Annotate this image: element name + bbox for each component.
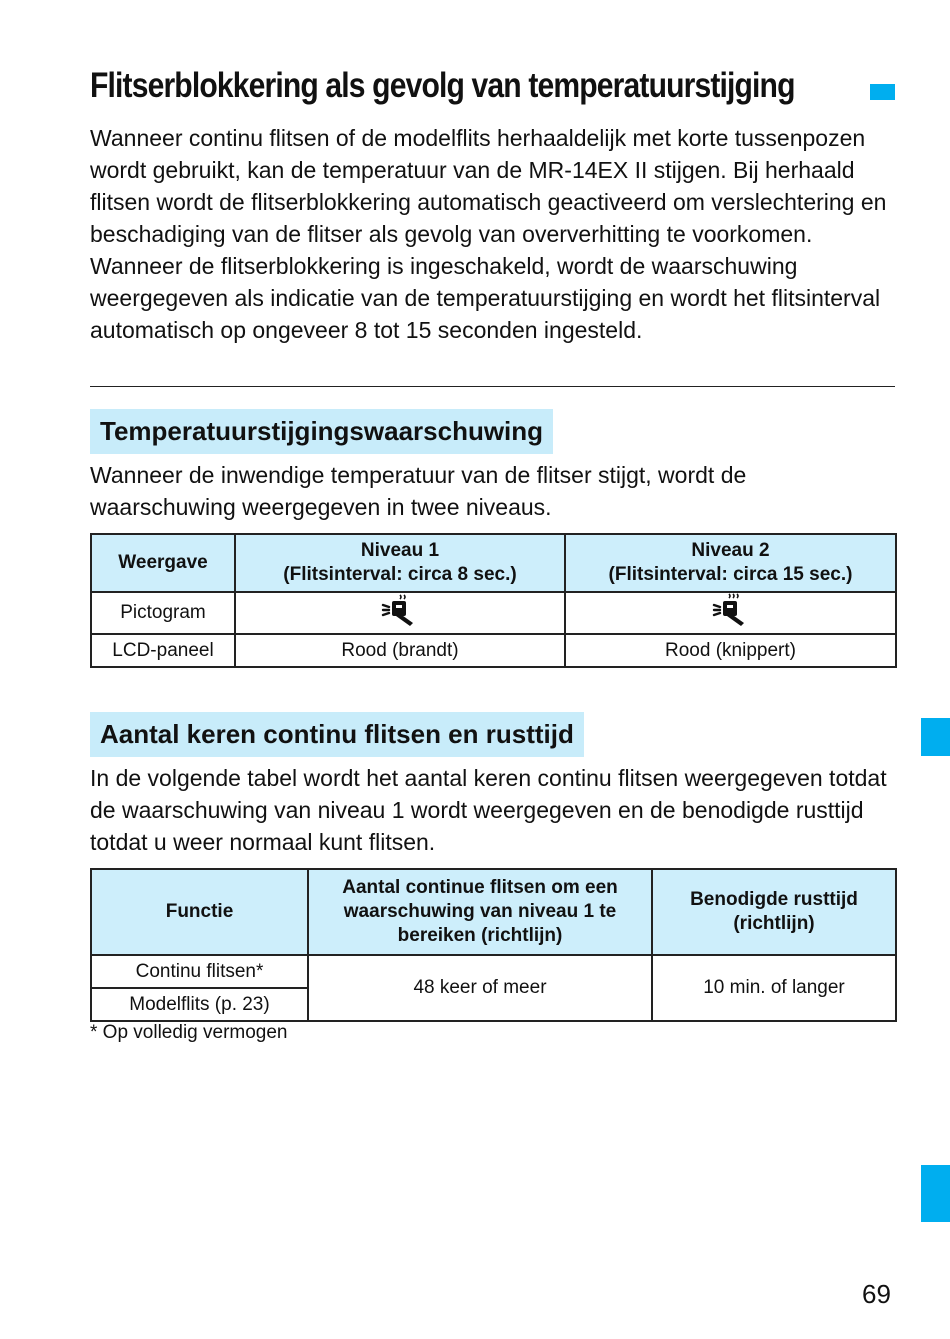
cell-level2-icon — [565, 592, 896, 634]
header-weergave: Weergave — [91, 534, 235, 592]
header-niveau-2-interval: (Flitsinterval: circa 15 sec.) — [608, 564, 853, 585]
divider — [90, 386, 895, 387]
header-niveau-1-title: Niveau 1 — [360, 540, 440, 561]
cell-flash-count: 48 keer of meer — [308, 955, 652, 1021]
header-aantal-flitsen: Aantal continue flitsen om een waarschuwing van niveau 1 te bereiken (richtlijn) — [308, 869, 652, 955]
cell-level1-lcd: Rood (brandt) — [235, 634, 565, 667]
continuous-flash-table — [90, 868, 897, 1022]
header-functie: Functie — [91, 869, 308, 955]
header-niveau-1 — [235, 534, 565, 592]
table-row — [91, 592, 896, 634]
cell-level2-lcd: Rood (knippert) — [565, 634, 896, 667]
footnote: * Op volledig vermogen — [90, 1022, 288, 1043]
section2-paragraph: In de volgende tabel wordt het aantal keren continu flitsen weergegeven totdat de waarschuwing van niveau 1 wordt weergegeven en de benodigde rusttijd totdat u weer normaal kunt flitsen. — [90, 765, 887, 855]
section-heading-continuous-flash: Aantal keren continu flitsen en rusttijd — [90, 712, 584, 757]
header-rusttijd: Benodigde rusttijd (richtlijn) — [652, 869, 896, 955]
heat-warning-level-2-icon — [711, 593, 751, 627]
table-header-row — [91, 869, 896, 955]
cell-rest-time: 10 min. of langer — [652, 955, 896, 1021]
heat-warning-level-1-icon — [380, 593, 420, 627]
cell-level1-icon — [235, 592, 565, 634]
table-row — [91, 634, 896, 667]
header-niveau-2-title: Niveau 2 — [691, 540, 770, 561]
page-number: 69 — [862, 1279, 891, 1309]
section1-paragraph: Wanneer de inwendige temperatuur van de flitser stijgt, wordt de waarschuwing weergegeven in twee niveaus. — [90, 462, 747, 520]
page-title: Flitserblokkering als gevolg van temperatuurstijging — [90, 66, 795, 105]
table-header-row — [91, 534, 896, 592]
intro-paragraph: Wanneer continu flitsen of de modelflits herhaaldelijk met korte tussenpozen wordt gebruikt, kan de temperatuur van de MR-14EX II stijgen. Bij herhaald flitsen wordt de flitserblokkering automatisch geactiveerd om verslechtering en beschadiging van de flitser als gevolg van oververhitting te voorkomen. Wanneer de flitserblokkering is ingeschakeld, wordt de waarschuwing weergegeven als indicatie van de temperatuurstijging en wordt het flitsinterval automatisch op ongeveer 8 tot 15 seconden ingesteld. — [90, 125, 887, 343]
row-label-modelflits: Modelflits (p. 23) — [91, 988, 308, 1021]
header-niveau-1-interval: (Flitsinterval: circa 8 sec.) — [283, 564, 517, 585]
row-label-pictogram: Pictogram — [91, 592, 235, 634]
row-label-lcd-paneel: LCD-paneel — [91, 634, 235, 667]
title-marker — [870, 84, 895, 100]
page-edge-tab — [921, 1165, 950, 1222]
warning-levels-table — [90, 533, 897, 668]
table-row — [91, 955, 896, 988]
header-niveau-2 — [565, 534, 896, 592]
chapter-tab — [921, 718, 950, 756]
section-heading-temperature-warning: Temperatuurstijgingswaarschuwing — [90, 409, 553, 454]
row-label-continu-flitsen: Continu flitsen* — [91, 955, 308, 988]
